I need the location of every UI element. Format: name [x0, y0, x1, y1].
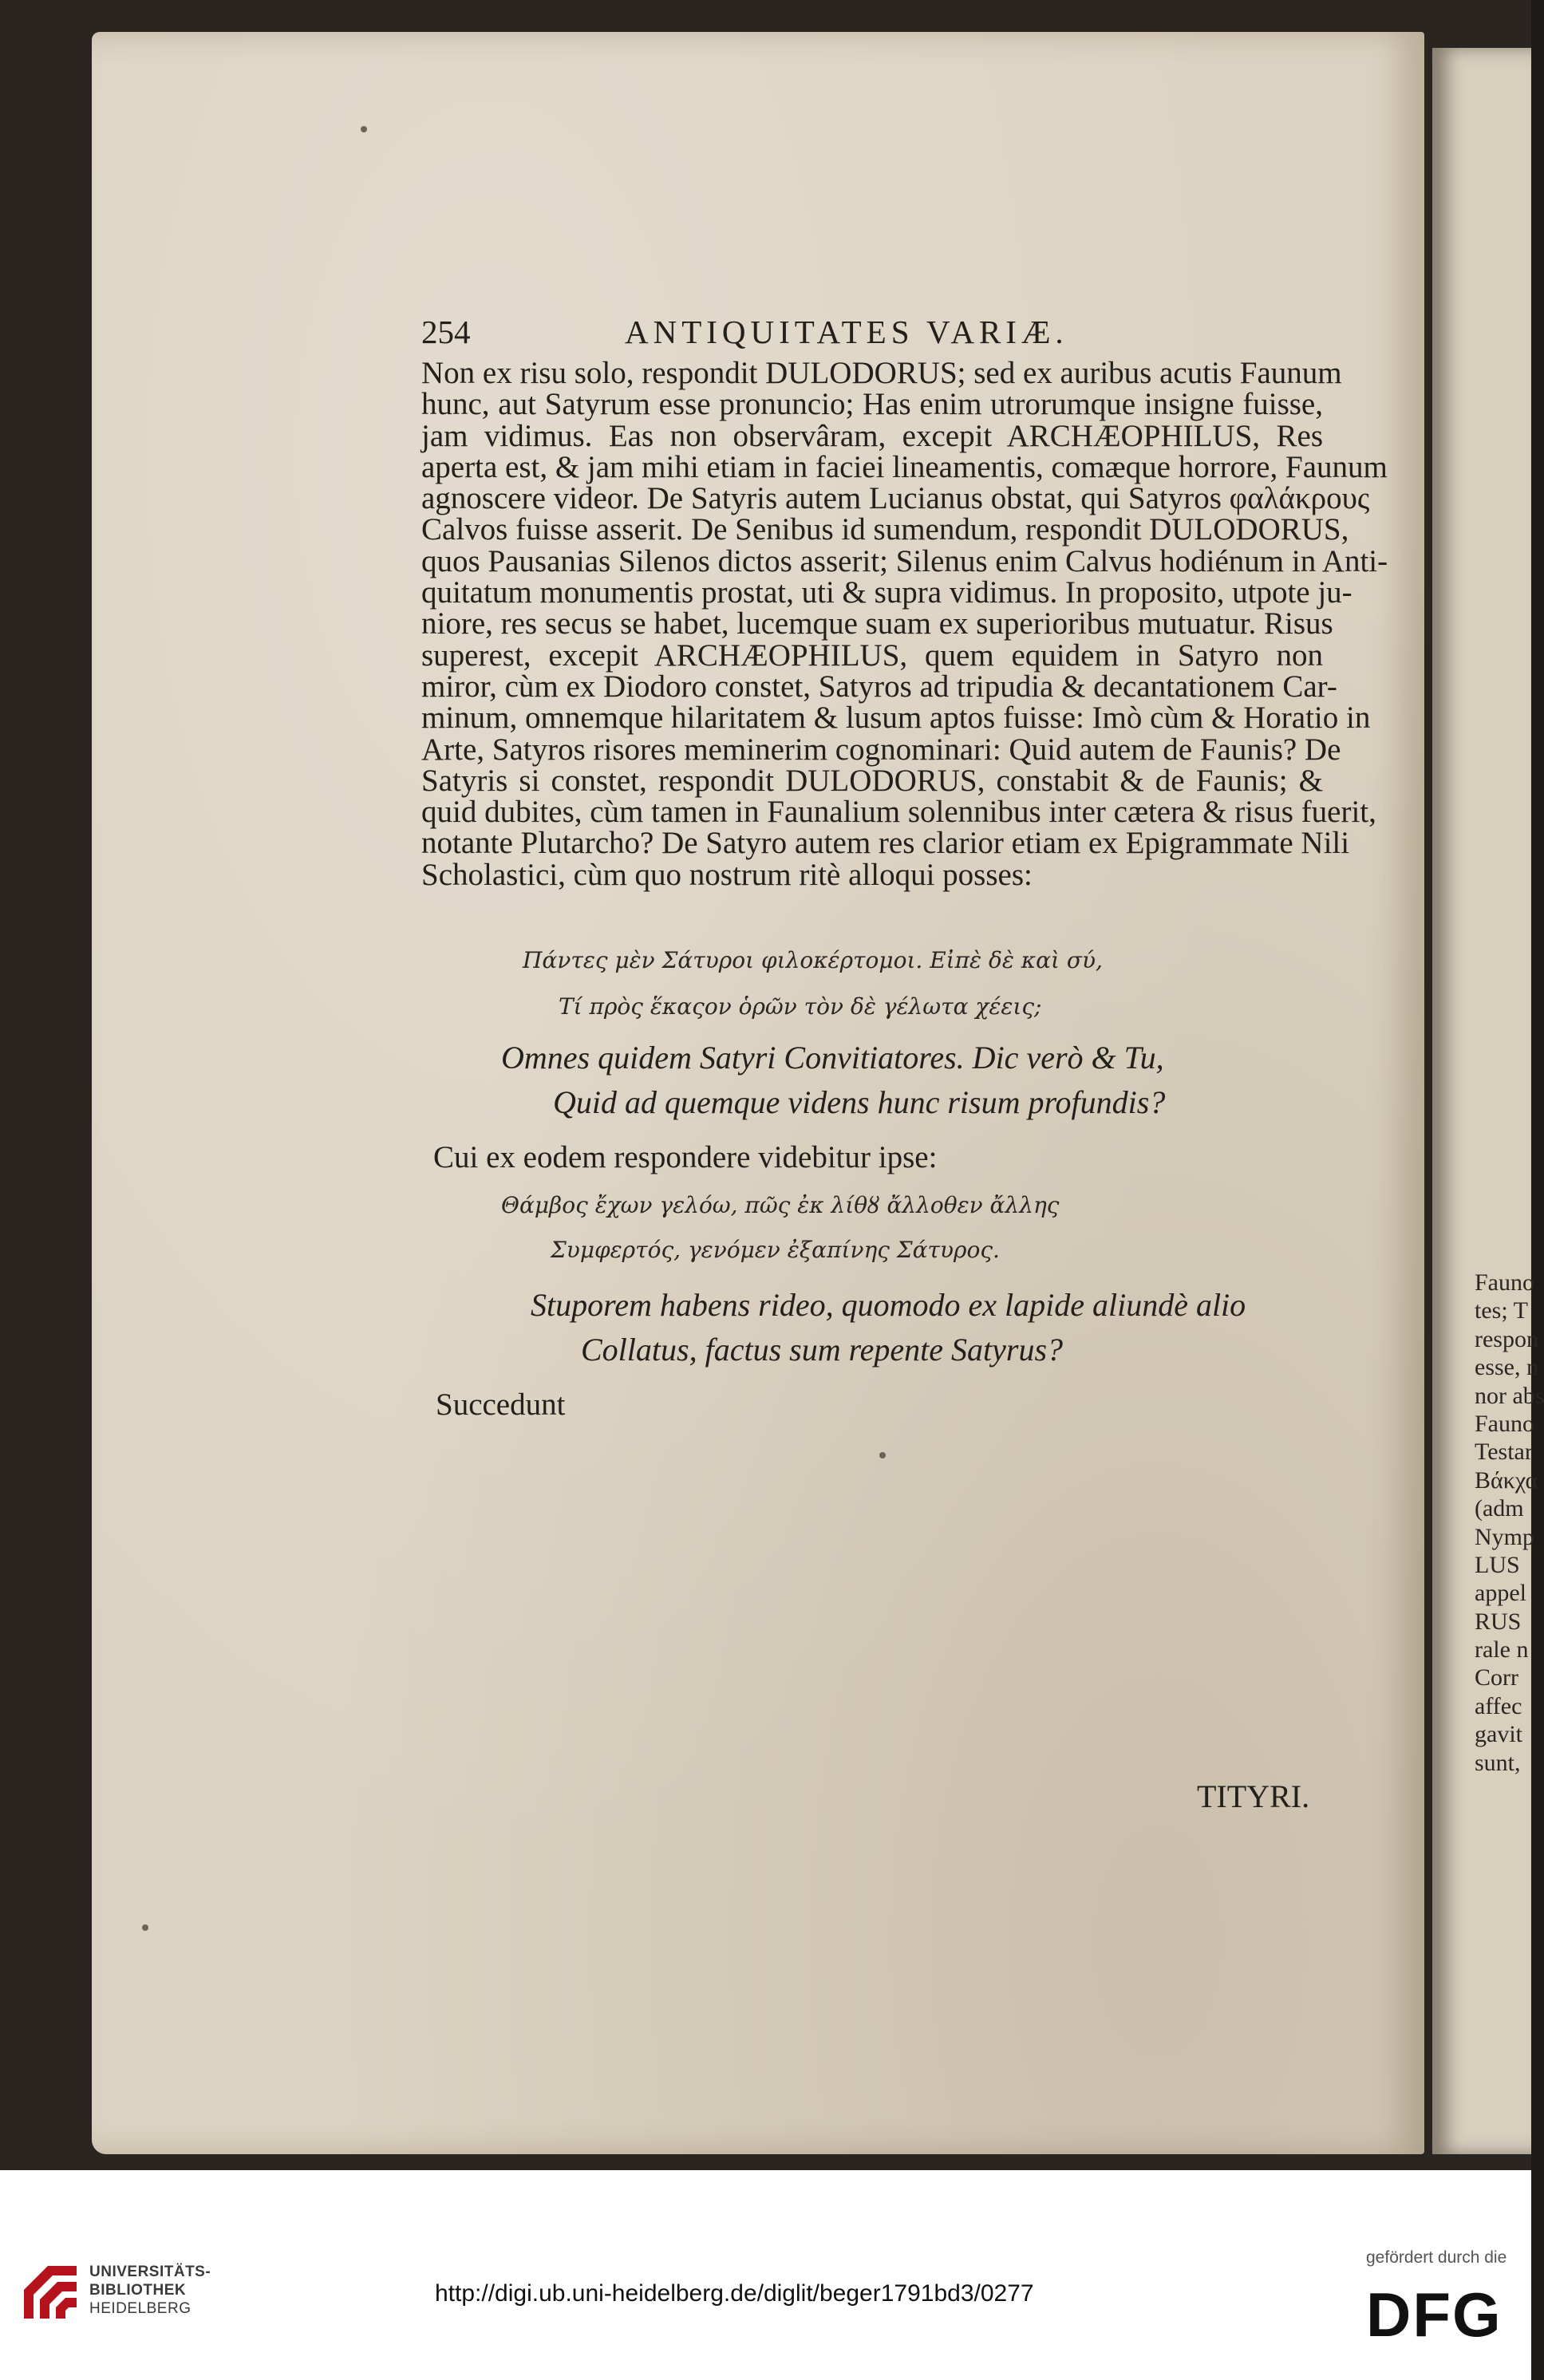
- page-speck: [879, 1452, 886, 1458]
- text-line: miror, cùm ex Diodoro constet, Satyros ad tripudia & decantationem Car-: [421, 669, 1337, 704]
- latin-translation-line: Quid ad quemque videns hunc risum profundis?: [553, 1084, 1166, 1120]
- text-line: jam vidimus. Eas non observâram, excepit ARCHÆOPHILUS, Res: [421, 418, 1323, 453]
- text-line: Non ex risu solo, respondit DULODORUS; sed ex auribus acutis Faunum: [421, 356, 1342, 390]
- text-line: notante Plutarcho? De Satyro autem res clarior etiam ex Epigrammate Nili: [421, 826, 1350, 861]
- facing-line: (adm: [1475, 1495, 1524, 1522]
- facing-line: LUS: [1475, 1551, 1520, 1578]
- text-line: agnoscere videor. De Satyris autem Lucianus obstat, qui Satyros φαλάκρους: [421, 481, 1370, 516]
- facing-line: Βάκχα: [1475, 1466, 1538, 1494]
- library-logo-icon[interactable]: [16, 2258, 85, 2327]
- facing-line: Testar: [1475, 1439, 1533, 1466]
- greek-verse-line: Πάντες μὲν Σάτυροι φιλοκέρτομοι. Εἰπὲ δὲ καὶ σύ,: [523, 947, 1103, 973]
- greek-verse-line: Συμφερτός, γενόμεν ἐξαπίνης Σάτυρος.: [551, 1237, 1000, 1263]
- facing-line: RUS: [1475, 1608, 1522, 1635]
- text-line: Arte, Satyros risores meminerim cognominari: Quid autem de Faunis? De: [421, 732, 1341, 767]
- library-name[interactable]: UNIVERSITÄTS- BIBLIOTHEK HEIDELBERG: [89, 2264, 211, 2317]
- catchword-left: Succedunt: [436, 1387, 566, 1422]
- facing-line: respon: [1475, 1325, 1538, 1352]
- facing-line: Corr: [1475, 1664, 1518, 1691]
- facing-line: sunt,: [1475, 1749, 1521, 1776]
- text-line: aperta est, & jam mihi etiam in faciei lineamentis, comæque horrore, Faunum: [421, 449, 1388, 484]
- facing-line: Nymp: [1475, 1523, 1534, 1550]
- facing-line: affec: [1475, 1692, 1522, 1719]
- viewer-footer: [0, 2170, 1531, 2380]
- text-line: quid dubites, cùm tamen in Faunalium solennibus inter cætera & risus fuerit,: [421, 795, 1376, 830]
- latin-translation-line: Stuporem habens rideo, quomodo ex lapide aliundè alio: [531, 1287, 1246, 1323]
- permalink-url[interactable]: http://digi.ub.uni-heidelberg.de/diglit/beger1791bd3/0277: [435, 2280, 1034, 2307]
- text-line: niore, res secus se habet, lucemque suam ex superioribus mutuatur. Risus: [421, 606, 1333, 641]
- catchword-right: TITYRI.: [1197, 1778, 1310, 1814]
- page-speck: [142, 1924, 148, 1931]
- text-line: Calvos fuisse asserit. De Senibus id sumendum, respondit DULODORUS,: [421, 512, 1349, 547]
- latin-translation-line: Omnes quidem Satyri Convitiatores. Dic verò & Tu,: [501, 1040, 1164, 1076]
- text-line: Scholastici, cùm quo nostrum ritè alloqui posses:: [421, 857, 1033, 892]
- text-line: hunc, aut Satyrum esse pronuncio; Has enim utrorumque insigne fuisse,: [421, 387, 1323, 422]
- running-title: ANTIQUITATES VARIÆ.: [625, 314, 1068, 350]
- greek-verse-line: Τί πρὸς ἕκαςον ὁρῶν τὸν δὲ γέλωτα χέεις;: [559, 993, 1042, 1020]
- running-head: [421, 313, 1323, 353]
- page-number: 254: [421, 314, 471, 350]
- intro-line: Cui ex eodem respondere videbitur ipse:: [433, 1140, 938, 1174]
- facing-line: Fauno: [1475, 1269, 1534, 1296]
- text-line: Satyris si constet, respondit DULODORUS, constabit & de Faunis; &: [421, 763, 1323, 798]
- facing-line: gavit: [1475, 1721, 1522, 1748]
- facing-line: rale n: [1475, 1636, 1529, 1664]
- greek-verse-line: Θάμβος ἔχων γελόω, πῶς ἐκ λίθȣ ἄλλοθεν ἄλλης: [501, 1192, 1060, 1218]
- facing-line: appel: [1475, 1580, 1526, 1607]
- text-line: superest, excepit ARCHÆOPHILUS, quem equidem in Satyro non: [421, 637, 1323, 673]
- text-line: quitatum monumentis prostat, uti & supra vidimus. In proposito, utpote ju-: [421, 575, 1352, 610]
- body-paragraph: [421, 356, 1388, 892]
- text-line: minum, omnemque hilaritatem & lusum aptos fuisse: Imò cùm & Horatio in: [421, 701, 1371, 736]
- funding-label: gefördert durch die: [1366, 2248, 1507, 2267]
- text-line: quos Pausanias Silenos dictos asserit; Silenus enim Calvus hodiénum in Anti-: [421, 543, 1388, 578]
- facing-page-edge: [1432, 48, 1531, 2154]
- page-speck: [361, 126, 367, 132]
- facing-line: Fauno: [1475, 1410, 1534, 1437]
- facing-line: nor abs: [1475, 1382, 1544, 1409]
- facing-line: esse, n: [1475, 1354, 1538, 1381]
- latin-translation-line: Collatus, factus sum repente Satyrus?: [581, 1332, 1064, 1368]
- facing-line: tes; T: [1475, 1297, 1528, 1324]
- facing-page-text: [1475, 1269, 1544, 1777]
- dfg-logo[interactable]: DFG: [1366, 2279, 1503, 2350]
